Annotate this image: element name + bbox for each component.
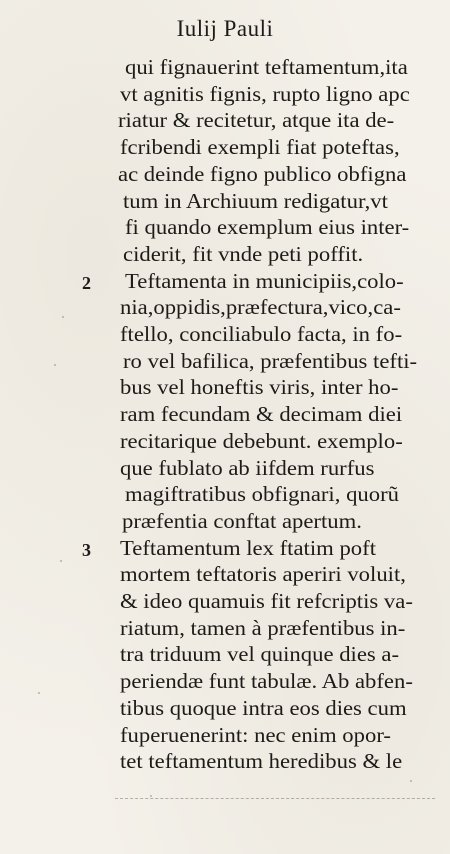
text-line xyxy=(120,535,377,561)
text-line xyxy=(120,401,403,427)
text-line xyxy=(120,428,403,454)
text-line xyxy=(125,268,404,294)
line-text: Teftamenta in municipiis,colo- xyxy=(125,268,404,293)
text-line xyxy=(118,107,395,133)
text-line xyxy=(123,348,418,374)
paper-speck xyxy=(150,795,152,797)
paper-speck xyxy=(54,364,56,366)
line-text: recitarique debebunt. exemplo- xyxy=(120,428,403,453)
paragraph-number: 2 xyxy=(82,272,91,293)
line-text: ro vel bafilica, præfentibus tefti- xyxy=(123,348,418,373)
paper-speck xyxy=(38,692,40,694)
text-line xyxy=(120,455,375,481)
line-text: que fublato ab iifdem rurfus xyxy=(120,455,375,480)
line-text: ac deinde figno publico obfigna xyxy=(118,161,407,186)
line-text: tum in Archiuum redigatur,vt xyxy=(123,188,388,213)
text-line xyxy=(120,615,406,641)
text-line xyxy=(120,134,400,160)
line-text: riatur & recitetur, atque ita de- xyxy=(118,108,395,133)
line-text: nia,oppidis,præfectura,vico,ca- xyxy=(120,295,401,320)
line-text: fuperuenerint: nec enim opor- xyxy=(120,722,391,747)
paper-speck xyxy=(60,560,62,562)
line-text: ftello, conciliabulo facta, in fo- xyxy=(120,322,403,346)
text-line xyxy=(122,508,362,534)
text-line xyxy=(120,748,403,774)
line-text: tra triduum vel quinque dies a- xyxy=(120,642,400,667)
text-line xyxy=(120,641,400,667)
line-text: vt agnitis fignis, rupto ligno apc xyxy=(120,81,410,106)
line-text: qui fignauerint teftamentum,ita xyxy=(125,55,408,79)
text-line xyxy=(123,188,388,214)
running-head: Iulij Pauli xyxy=(176,16,274,41)
line-text: bus vel honeftis viris, inter ho- xyxy=(120,375,399,400)
text-line xyxy=(120,561,406,587)
paper-speck xyxy=(410,780,412,782)
line-text: riatum, tamen à præfentibus in- xyxy=(120,615,406,640)
line-text: periendæ funt tabulæ. Ab abfen- xyxy=(120,669,413,694)
line-text: fi quando exemplum eius inter- xyxy=(125,215,410,240)
text-line xyxy=(125,54,408,80)
line-text: tet teftamentum heredibus & le xyxy=(120,749,403,774)
line-text: Teftamentum lex ftatim poft xyxy=(120,535,377,560)
bottom-rule xyxy=(115,798,435,800)
line-text: magiftratibus obfignari, quorũ xyxy=(125,482,399,507)
text-line xyxy=(120,81,410,107)
line-text: mortem teftatoris aperiri voluit, xyxy=(120,562,406,587)
text-line xyxy=(120,588,413,614)
text-line xyxy=(120,294,401,320)
text-line xyxy=(120,321,403,347)
paper-speck xyxy=(62,316,64,318)
text-line xyxy=(120,722,391,748)
text-line xyxy=(120,695,407,721)
text-line xyxy=(120,374,399,400)
line-text: & ideo quamuis fit refcriptis va- xyxy=(120,589,413,613)
text-line xyxy=(123,241,364,267)
text-line xyxy=(125,214,410,240)
line-text: ram fecundam & decimam diei xyxy=(120,402,403,427)
line-text: fcribendi exempli fiat poteftas, xyxy=(120,135,400,160)
paragraph-number: 3 xyxy=(82,539,91,560)
line-text: præfentia conftat apertum. xyxy=(122,508,362,533)
text-line xyxy=(120,668,413,694)
line-text: tibus quoque intra eos dies cum xyxy=(120,695,407,720)
line-text: ciderit, fit vnde peti poffit. xyxy=(123,241,364,266)
text-line xyxy=(125,481,399,507)
text-line xyxy=(118,161,407,187)
